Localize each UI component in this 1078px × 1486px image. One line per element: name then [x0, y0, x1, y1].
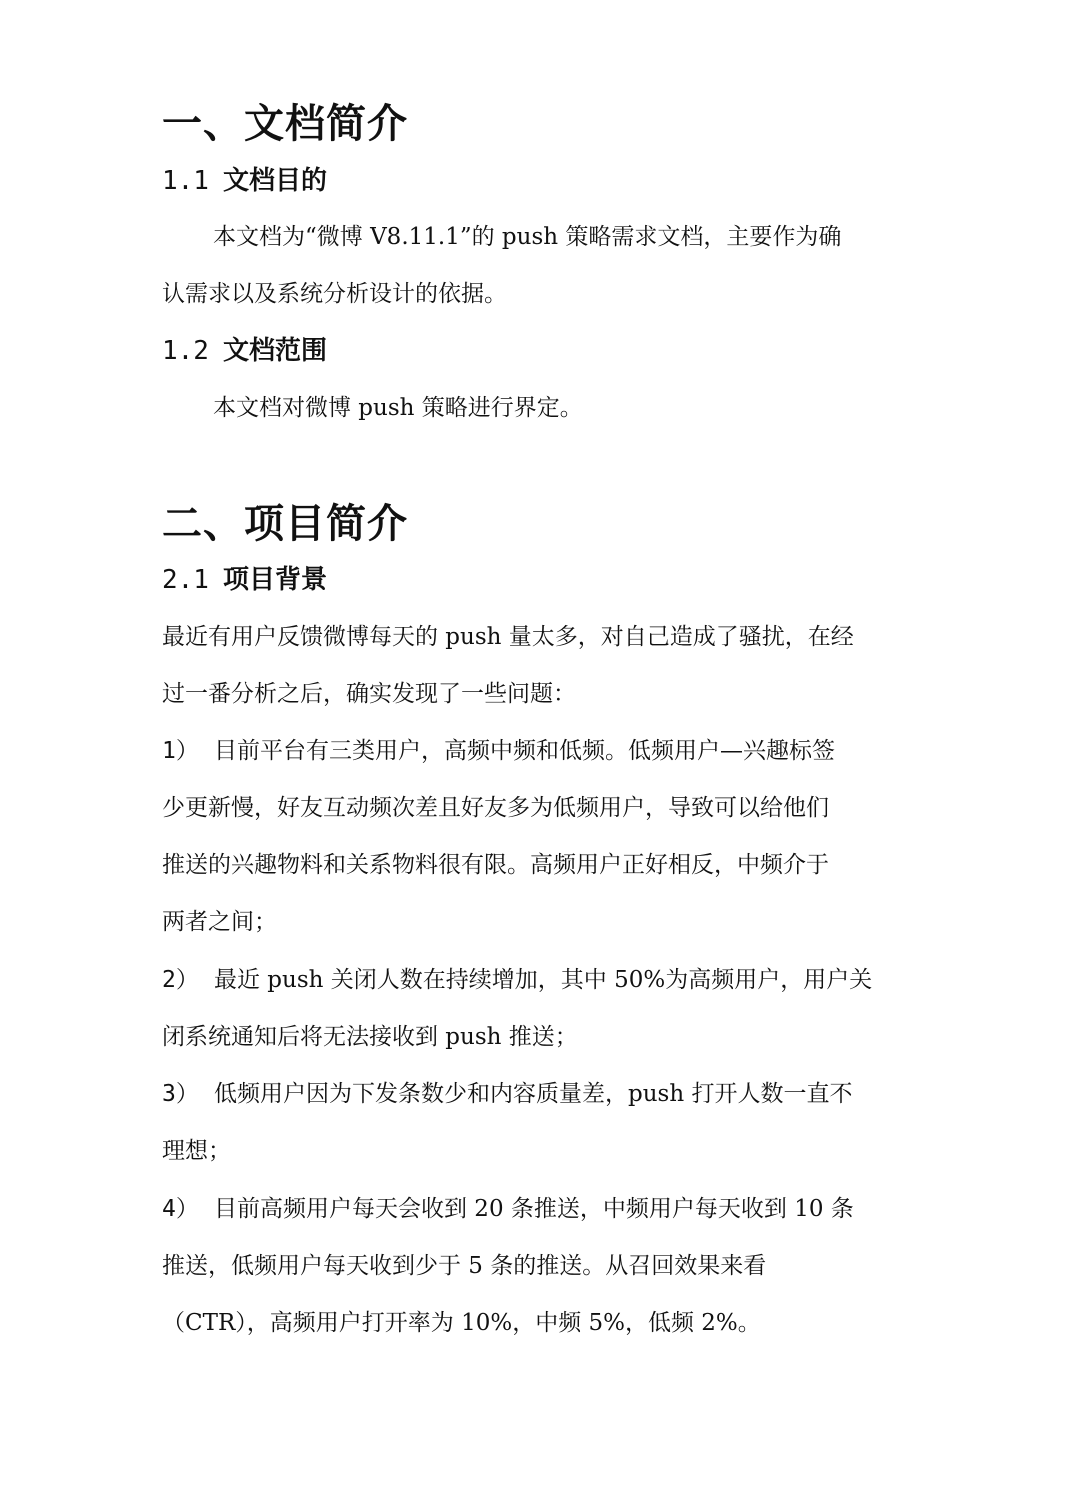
paragraph-line: （CTR），高频用户打开率为 10%，中频 5%，低频 2%。 — [162, 1310, 761, 1336]
list-item-text: 目前高频用户每天会收到 20 条推送，中频用户每天收到 10 条 — [214, 1196, 854, 1222]
section-2-title: 二、项目简介 — [162, 501, 408, 547]
subsection-title: 文档范围 — [222, 336, 327, 366]
paragraph-line: 本文档为“微博 V8.11.1”的 push 策略需求文档，主要作为确 — [213, 224, 842, 250]
subsection-number: 1.1 — [162, 166, 209, 196]
paragraph-line: 两者之间； — [162, 909, 277, 935]
list-item-number: 2） — [162, 967, 199, 993]
section-1-title: 一、文档简介 — [162, 101, 408, 147]
list-item-text: 最近 push 关闭人数在持续增加，其中 50%为高频用户，用户关 — [214, 967, 873, 993]
paragraph-line: 闭系统通知后将无法接收到 push 推送； — [162, 1024, 578, 1050]
list-item-number: 4） — [162, 1196, 199, 1222]
subsection-1-2-heading — [162, 335, 327, 367]
list-item-2 — [162, 965, 872, 995]
subsection-number: 2.1 — [162, 565, 209, 595]
list-item-text: 目前平台有三类用户，高频中频和低频。低频用户—兴趣标签 — [214, 738, 835, 764]
paragraph-line: 推送的兴趣物料和关系物料很有限。高频用户正好相反，中频介于 — [162, 852, 829, 878]
list-item-text: 低频用户因为下发条数少和内容质量差，push 打开人数一直不 — [214, 1081, 853, 1107]
list-item-number: 3） — [162, 1081, 199, 1107]
list-item-1 — [162, 736, 835, 766]
list-item-4 — [162, 1194, 854, 1224]
list-item-3 — [162, 1079, 852, 1109]
list-item-number: 1） — [162, 738, 199, 764]
subsection-title: 项目背景 — [222, 565, 327, 595]
paragraph-line: 推送，低频用户每天收到少于 5 条的推送。从召回效果来看 — [162, 1253, 767, 1279]
subsection-number: 1.2 — [162, 336, 209, 366]
paragraph-line: 过一番分析之后，确实发现了一些问题： — [162, 681, 576, 707]
paragraph-line: 理想； — [162, 1138, 231, 1164]
paragraph-line: 认需求以及系统分析设计的依据。 — [162, 281, 507, 307]
subsection-title: 文档目的 — [222, 166, 327, 196]
paragraph-line: 最近有用户反馈微博每天的 push 量太多，对自己造成了骚扰，在经 — [162, 624, 854, 650]
paragraph-line: 本文档对微博 push 策略进行界定。 — [213, 395, 583, 421]
subsection-2-1-heading — [162, 564, 327, 596]
subsection-1-1-heading — [162, 165, 327, 197]
paragraph-line: 少更新慢，好友互动频次差且好友多为低频用户，导致可以给他们 — [162, 795, 829, 821]
